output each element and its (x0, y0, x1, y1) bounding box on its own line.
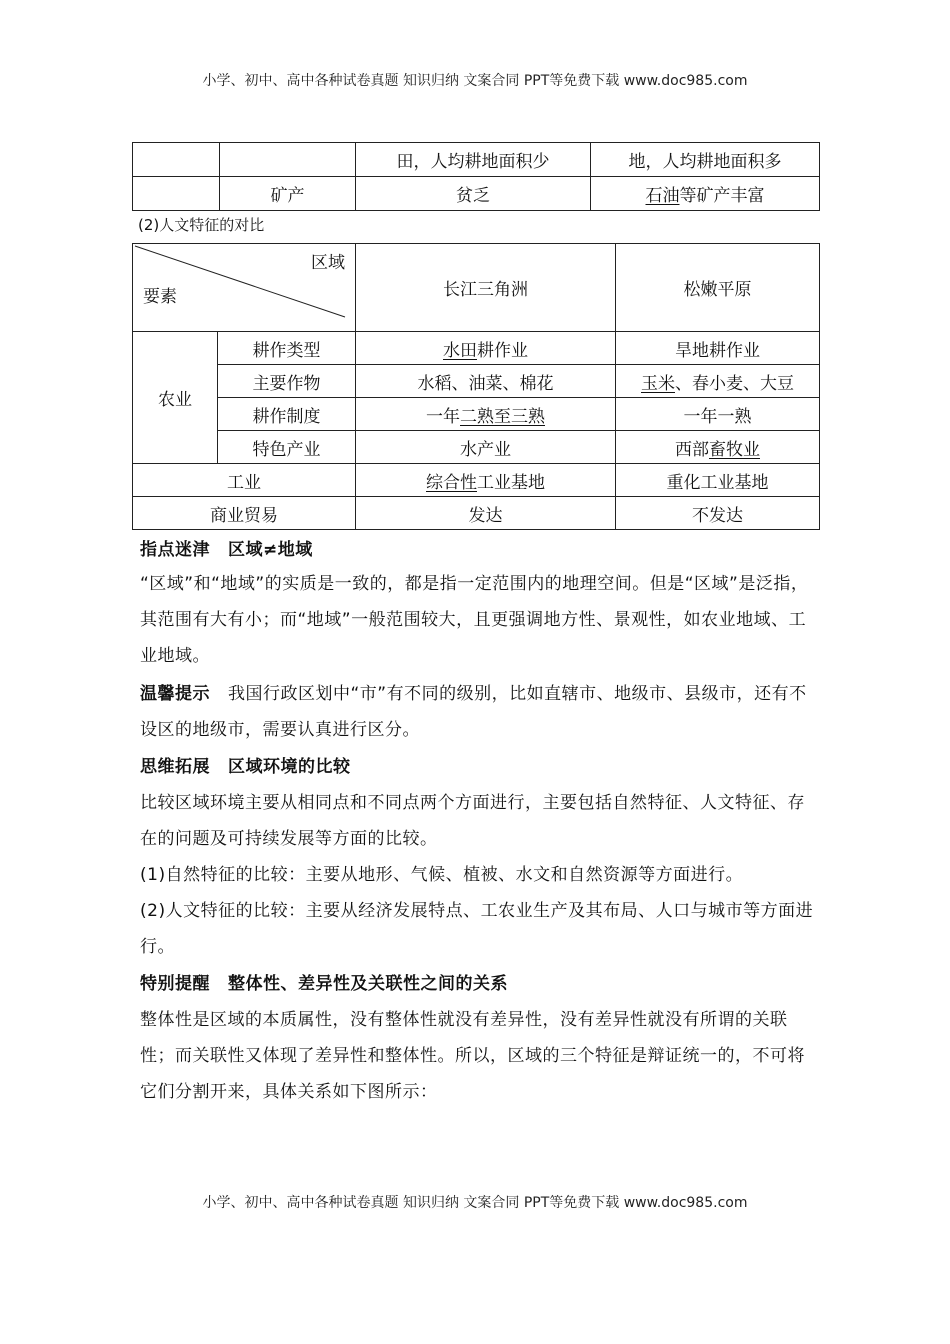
think-point-1: (1)自然特征的比较：主要从地形、气候、植被、水文和自然资源等方面进行。 (140, 865, 744, 885)
table-row (133, 464, 820, 497)
table-cell: 水田耕作业 (356, 332, 616, 365)
table-row (133, 177, 820, 211)
note-heading: 指点迷津 区域≠地域 (140, 540, 313, 560)
table-cell: 一年二熟至三熟 (356, 398, 616, 431)
table-row (133, 398, 820, 431)
table-cell: 重化工业基地 (616, 464, 820, 497)
think-paragraph: 比较区域环境主要从相同点和不同点两个方面进行，主要包括自然特征、人文特征、存在的问题及可持续发展等方面的比较。 (140, 793, 805, 849)
table-row (133, 365, 820, 398)
row-label: 商业贸易 (133, 497, 356, 530)
column-header: 长江三角洲 (356, 244, 616, 332)
table-cell: 水稻、油菜、棉花 (356, 365, 616, 398)
page-header: 小学、初中、高中各种试卷真题 知识归纳 文案合同 PPT等免费下载 www.doc985.com (202, 73, 748, 89)
row-label: 特色产业 (218, 431, 356, 464)
row-label: 工业 (133, 464, 356, 497)
table-caption: (2)人文特征的对比 (138, 216, 265, 234)
table-header-row (133, 244, 820, 332)
think-point-2: (2)人文特征的比较：主要从经济发展特点、工农业生产及其布局、人口与城市等方面进行。 (140, 901, 814, 957)
table-cell: 水产业 (356, 431, 616, 464)
row-group-label: 农业 (133, 332, 218, 464)
page-footer: 小学、初中、高中各种试卷真题 知识归纳 文案合同 PPT等免费下载 www.doc985.com (202, 1195, 748, 1211)
table-row (133, 332, 820, 365)
table-cell: 石油等矿产丰富 (591, 177, 820, 211)
human-features-table (132, 243, 820, 530)
table-cell: 一年一熟 (616, 398, 820, 431)
row-label: 主要作物 (218, 365, 356, 398)
warm-tip-paragraph: 温馨提示 我国行政区划中“市”有不同的级别，比如直辖市、地级市、县级市，还有不设区的地级市，需要认真进行区分。 (140, 684, 807, 740)
table-cell: 地，人均耕地面积多 (591, 143, 820, 177)
warm-tip-label: 温馨提示 (140, 684, 210, 704)
remind-paragraph: 整体性是区域的本质属性，没有整体性就没有差异性，没有差异性就没有所谓的关联性；而关联性又体现了差异性和整体性。所以，区域的三个特征是辩证统一的，不可将它们分割开来，具体关系如下图所示： (140, 1010, 805, 1102)
row-label: 耕作制度 (218, 398, 356, 431)
table-cell: 田，人均耕地面积少 (356, 143, 591, 177)
table-cell: 旱地耕作业 (616, 332, 820, 365)
table-cell: 不发达 (616, 497, 820, 530)
table-cell: 贫乏 (356, 177, 591, 211)
table-cell: 发达 (356, 497, 616, 530)
diagonal-header-cell (133, 244, 356, 332)
diag-top-label: 区域 (311, 253, 345, 273)
column-header: 松嫩平原 (616, 244, 820, 332)
remind-heading: 特别提醒 整体性、差异性及关联性之间的关系 (140, 974, 508, 994)
table-cell: 玉米、春小麦、大豆 (616, 365, 820, 398)
table-row (133, 497, 820, 530)
natural-features-table-continued (132, 142, 820, 211)
row-label: 矿产 (220, 177, 356, 211)
think-heading: 思维拓展 区域环境的比较 (140, 757, 351, 777)
table-cell: 西部畜牧业 (616, 431, 820, 464)
note-paragraph: “区域”和“地域”的实质是一致的，都是指一定范围内的地理空间。但是“区域”是泛指，其范围有大有小；而“地域”一般范围较大，且更强调地方性、景观性，如农业地域、工业地域。 (140, 574, 809, 666)
row-label: 耕作类型 (218, 332, 356, 365)
table-cell: 综合性工业基地 (356, 464, 616, 497)
diag-bottom-label: 要素 (143, 287, 177, 307)
table-row (133, 143, 820, 177)
table-row (133, 431, 820, 464)
